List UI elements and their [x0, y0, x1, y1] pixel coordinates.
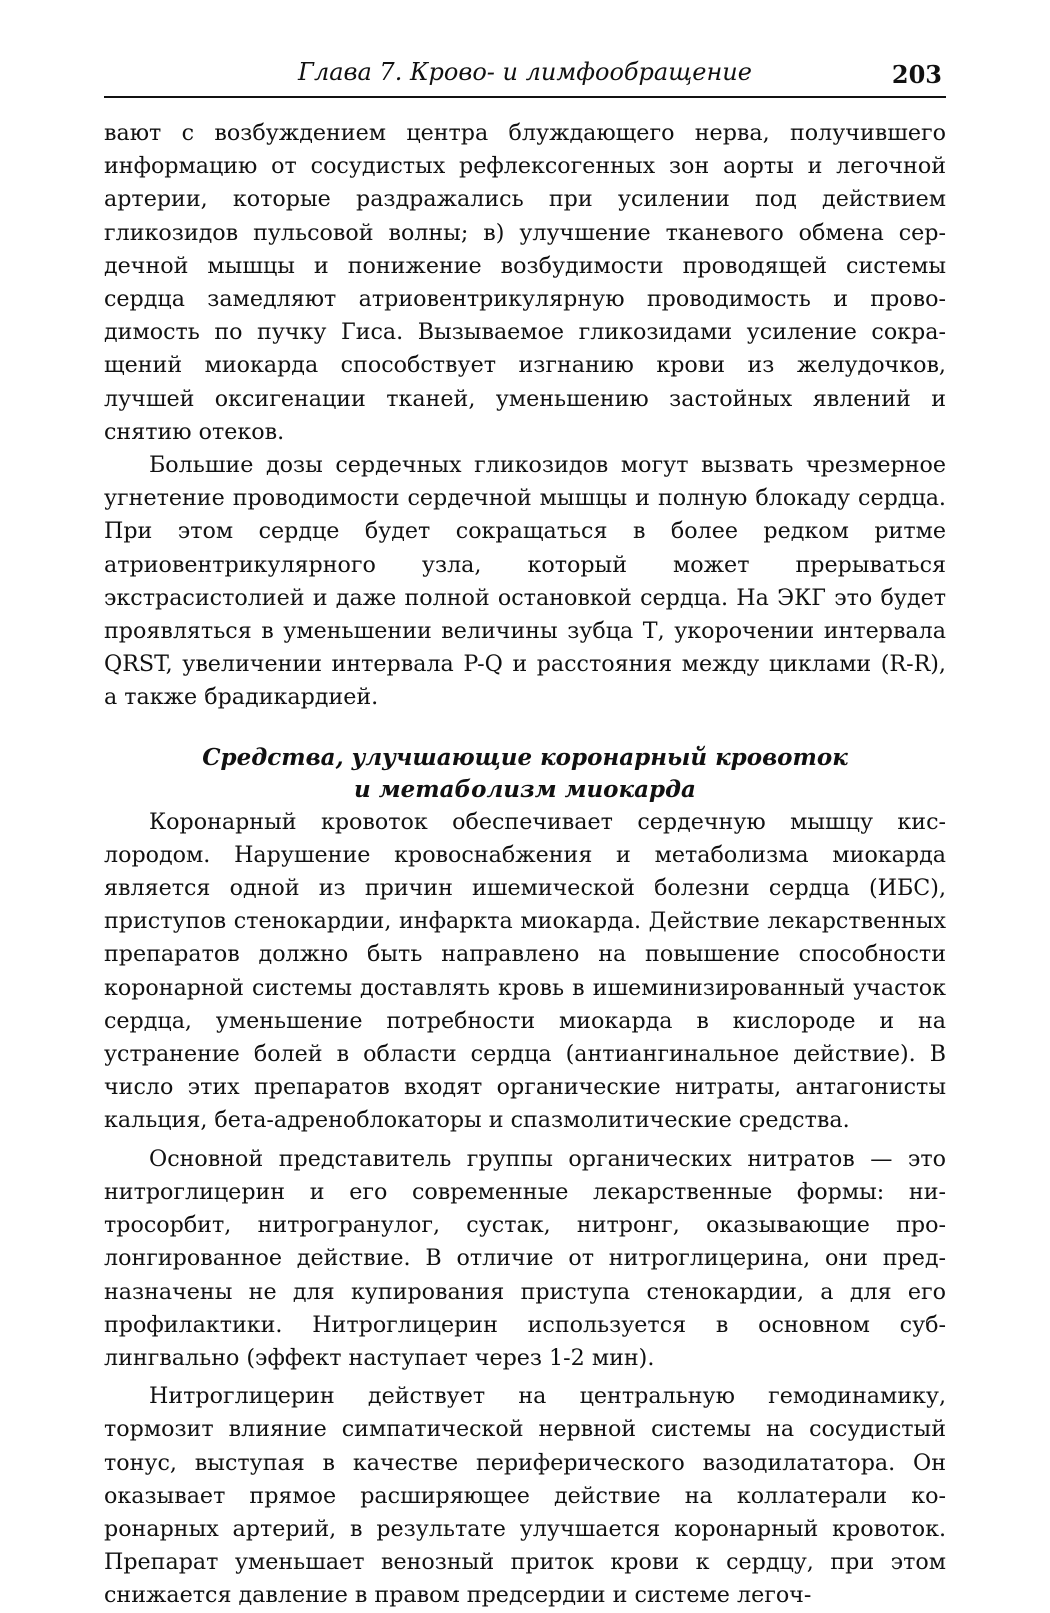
- section-heading-line-1: Средства, улучшающие коронарный кровоток: [202, 743, 848, 771]
- page-number: 203: [891, 60, 942, 89]
- paragraph-coronary-flow: Коронарный кровоток обеспечивает сердечную мышцу кислородом. Нарушение кровоснабжения и метаболизма миокарда является одной из причин ишемической болезни сердца (ИБС), приступов стенокардии, инфаркта миокарда. Действие лекарственных препаратов должно быть направлено на повышение способности коронарной системы доставлять кровь в ишеминизированный участок сердца, уменьшение потребности миокарда в кислороде и на устранение болей в области сердца (антиангинальное действие). В число этих препаратов входят органические нитраты, антагонисты кальция, бета-адреноблокаторы и спазмолитические средства.: [104, 808, 946, 1134]
- paragraph-nitroglycerin: Нитроглицерин действует на центральную гемодинамику, тормозит влияние симпатической нервной системы на сосудистый тонус, выступая в качестве периферического вазодилататора. Он оказывает прямое расширяющее действие на коллатерали коронарных артерий, в результате улучшается коронарный кровоток. Препарат уменьшает венозный приток крови к сердцу, при этом снижается давление в правом предсердии и системе легоч-: [104, 1383, 946, 1609]
- chapter-title: Глава 7. Крово- и лимфообращение: [298, 58, 752, 86]
- section-heading-line-2: и метаболизм миокарда: [354, 775, 696, 803]
- page-body: [104, 117, 946, 1613]
- paragraph-nitrates: Основной представитель группы органических нитратов — это нитроглицерин и его современные лекарственные формы: нитросорбит, нитрогранулог, сустак, нитронг, оказывающие пролонгированное действие. В отличие от нитроглицерина, они предназначены не для купирования приступа стенокардии, а для его профилактики. Нитроглицерин используется в основном сублингвально (эффект наступает через 1-2 мин).: [104, 1145, 946, 1371]
- paragraph-large-doses: Большие дозы сердечных гликозидов могут вызвать чрезмерное угнетение проводимости сердечной мышцы и полную блокаду сердца. При этом сердце будет сокращаться в более редком ритме атриовентрикулярного узла, который может прерываться экстрасистолией и даже полной остановкой сердца. На ЭКГ это будет проявляться в уменьшении величины зубца Т, укорочении интервала QRST, увеличении интервала P-Q и расстояния между циклами (R-R), а также брадикардией.: [104, 452, 946, 711]
- section-heading: [104, 742, 946, 806]
- running-header: [104, 56, 946, 98]
- continued-paragraph: вают с возбуждением центра блуждающего нерва, получившего информацию от сосудистых рефлексогенных зон аорты и легочной артерии, которые раздражались при усилении под действием гликозидов пульсовой волны; в) улучшение тканевого обмена сердечной мышцы и понижение возбудимости проводящей системы сердца замедляют атриовентрикулярную проводимость и проводимость по пучку Гиса. Вызываемое гликозидами усиление сокращений миокарда способствует изгнанию крови из желудочков, лучшей оксигенации тканей, уменьшению застойных явлений и снятию отеков.: [104, 120, 946, 445]
